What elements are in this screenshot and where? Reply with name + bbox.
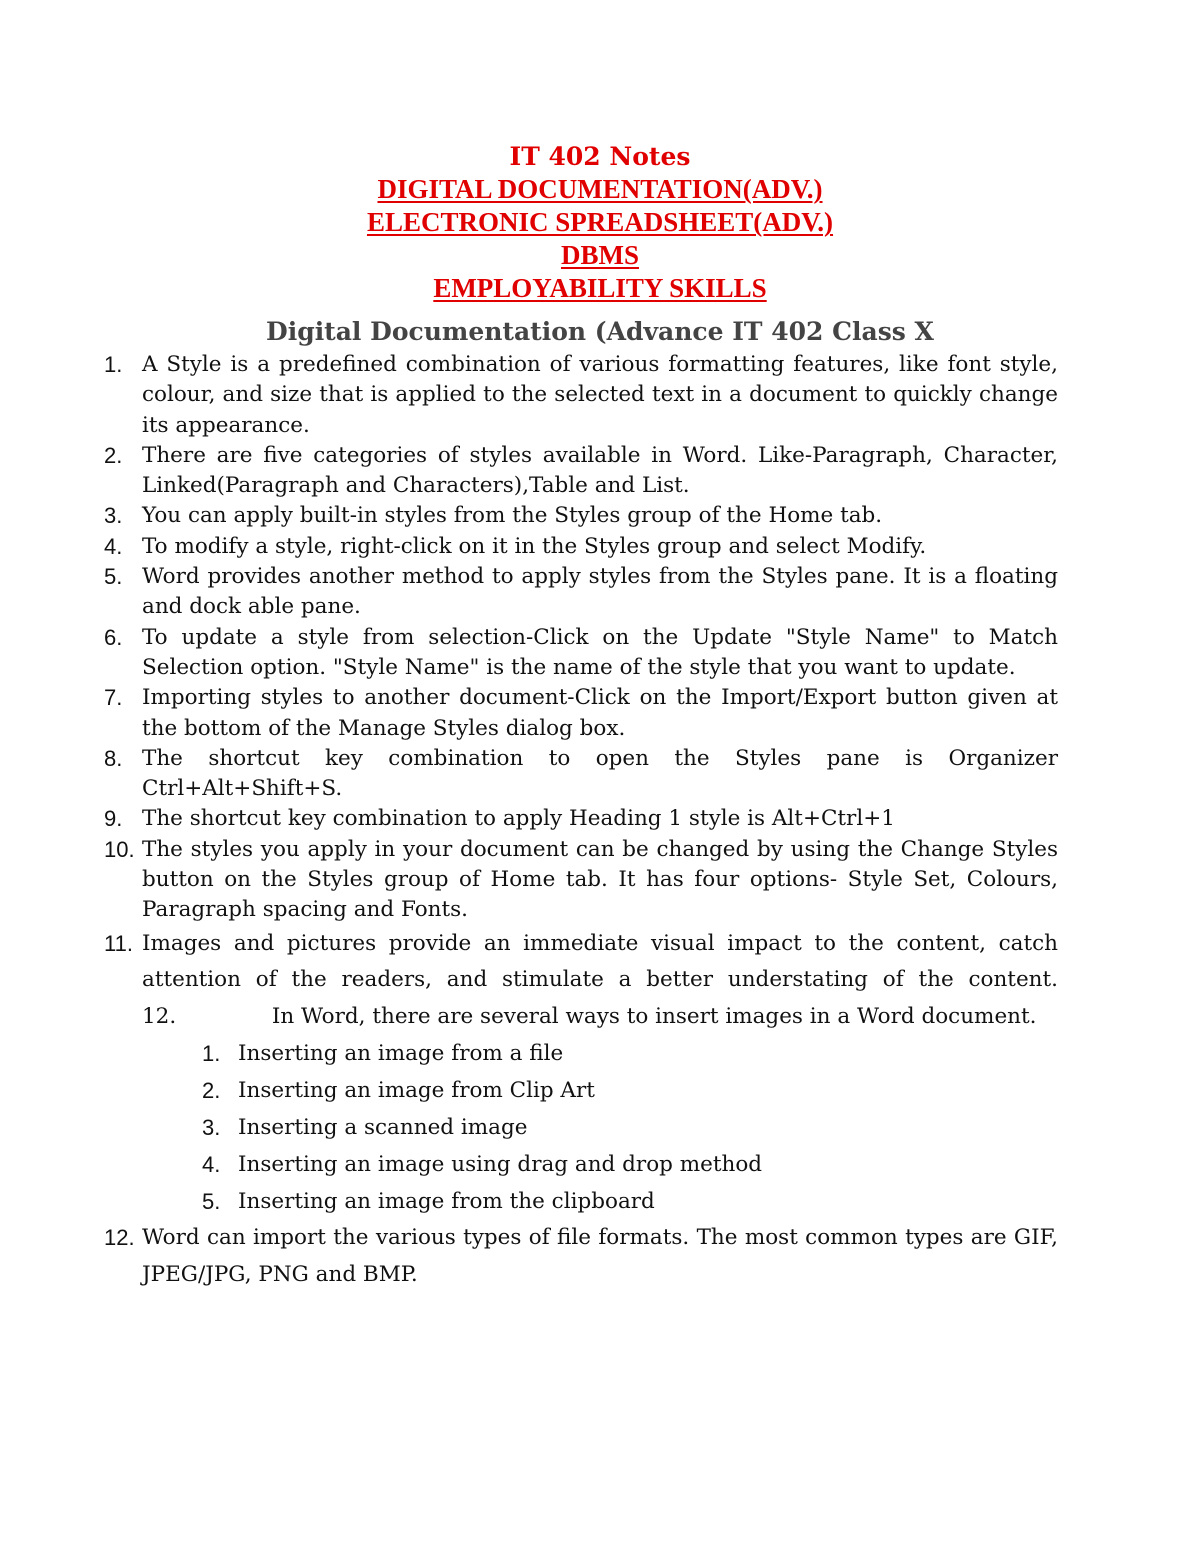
sub-list [142, 1035, 1058, 1220]
item-text: To update a style from selection-Click on the Update "Style Name" to Match Selection option. "Style Name" is the name of the style that you want to update. [142, 624, 1058, 680]
sub-list-item [142, 1109, 1058, 1146]
item-number: 3. [104, 503, 123, 529]
heading-dbms: DBMS [560, 240, 639, 270]
sub-list-item [142, 1072, 1058, 1109]
heading-employability-skills: EMPLOYABILITY SKILLS [433, 273, 767, 303]
notes-list [104, 350, 1058, 1293]
sub-item-text: Inserting an image from Clip Art [238, 1078, 595, 1104]
item-number: 12. [104, 1225, 135, 1251]
item-number: 9. [104, 806, 123, 832]
list-item [104, 835, 1058, 926]
sub-item-number: 5. [202, 1189, 221, 1215]
list-item [104, 926, 1058, 1221]
item-text: The shortcut key combination to open the Styles pane is Organizer Ctrl+Alt+Shift+S. [142, 745, 1058, 802]
item-text: The shortcut key combination to apply Heading 1 style is Alt+Ctrl+1 [142, 806, 895, 832]
list-item [104, 501, 1058, 531]
sub-item-text: Inserting an image from the clipboard [238, 1189, 655, 1215]
list-item [104, 1220, 1058, 1293]
sub-item-number: 4. [202, 1152, 221, 1178]
sub-item-text: Inserting an image from a file [238, 1041, 564, 1067]
list-item [104, 532, 1058, 562]
list-item [104, 441, 1058, 502]
title-block [0, 140, 1200, 305]
list-item [104, 350, 1058, 441]
sub-list-item [142, 1146, 1058, 1183]
item-number: 5. [104, 564, 123, 590]
list-item [104, 683, 1058, 744]
list-item [104, 804, 1058, 834]
heading-electronic-spreadsheet: ELECTRONIC SPREADSHEET(ADV.) [366, 207, 834, 237]
item-number: 4. [104, 533, 123, 559]
item-text: A Style is a predefined combination of various formatting features, like font style, colour, and size that is applied to the selected text in a document to quickly change its appearance. [142, 352, 1058, 438]
item-number: 11. [104, 930, 133, 956]
sub-item-number: 3. [202, 1115, 221, 1141]
sub-list-item [142, 1035, 1058, 1072]
item-number: 2. [104, 442, 123, 468]
sub-item-number: 1. [202, 1041, 221, 1067]
list-item [104, 744, 1058, 805]
item-text: Images and pictures provide an immediate visual impact to the content, catch attention of the readers, and stimulate a better understating of the content. 12. In Word, there are several ways to insert images in a Word document. [142, 930, 1058, 1029]
item-text: Importing styles to another document-Click on the Import/Export button given at the bottom of the Manage Styles dialog box. [142, 685, 1058, 741]
item-text: To modify a style, right-click on it in the Styles group and select Modify. [142, 533, 927, 559]
item-text: There are five categories of styles available in Word. Like-Paragraph, Character, Linked(Paragraph and Characters),Table and List. [142, 442, 1058, 499]
item-text: The styles you apply in your document can be changed by using the Change Styles button on the Styles group of Home tab. It has four options- Style Set, Colours, Paragraph spacing and Fonts. [142, 836, 1058, 923]
sub-item-text: Inserting a scanned image [238, 1115, 528, 1141]
sub-item-number: 2. [202, 1078, 221, 1104]
sub-list-item [142, 1183, 1058, 1220]
item-number: 7. [104, 685, 123, 711]
item-text: You can apply built-in styles from the Styles group of the Home tab. [142, 503, 883, 529]
sub-item-text: Inserting an image using drag and drop method [238, 1152, 763, 1178]
doc-title: IT 402 Notes [509, 142, 691, 171]
item-text: Word provides another method to apply styles from the Styles pane. It is a floating and dock able pane. [142, 564, 1058, 620]
section-subtitle: Digital Documentation (Advance IT 402 Class X [266, 317, 934, 346]
item-number: 1. [104, 352, 123, 377]
heading-digital-documentation: DIGITAL DOCUMENTATION(ADV.) [377, 174, 823, 204]
item-number: 8. [104, 745, 123, 771]
list-item [104, 623, 1058, 684]
list-item [104, 562, 1058, 623]
item-text: Word can import the various types of file formats. The most common types are GIF, JPEG/JPG, PNG and BMP. [142, 1225, 1058, 1287]
item-number: 6. [104, 624, 123, 650]
item-number: 10. [104, 836, 135, 862]
